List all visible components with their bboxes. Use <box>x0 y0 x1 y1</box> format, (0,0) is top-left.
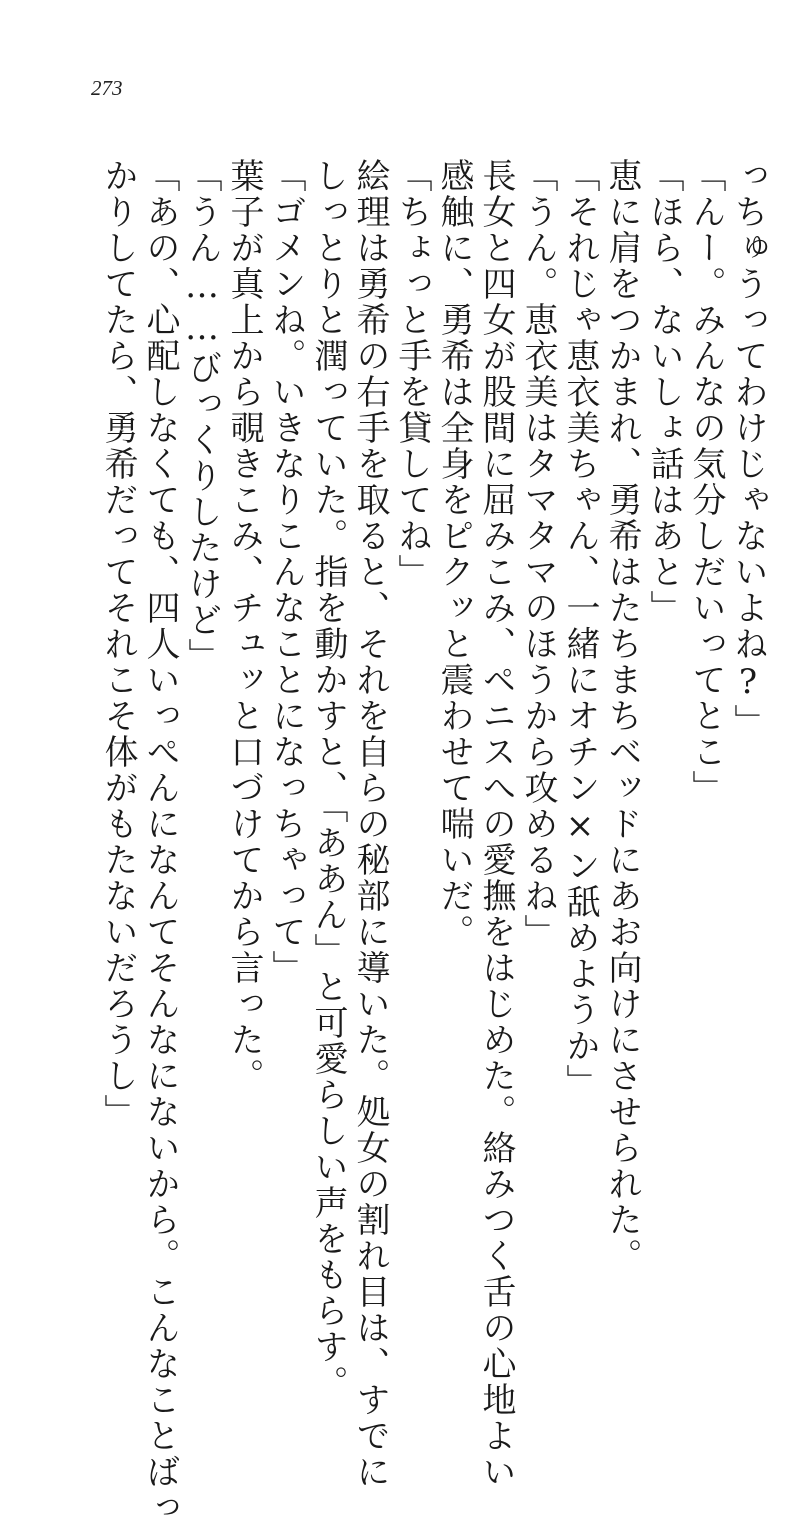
text-line: 「あの、心配しなくても、四人いっぺんになんてそんなにないから。こんなことばっ <box>140 158 180 1526</box>
text-line: 「それじゃ恵衣美ちゃん、一緒にオチン×ン舐めようか」 <box>560 158 600 1100</box>
body-text <box>97 158 769 1526</box>
text-line: 葉子が真上から覗きこみ、チュッと口づけてから言った。 <box>224 158 264 1094</box>
text-line: しっとりと潤っていた。指を動かすと、「ああん」と可愛らしい声をもらす。 <box>308 158 348 1401</box>
text-line: 「ゴメンね。いきなりこんなことになっちゃって」 <box>266 158 306 986</box>
page-number: 273 <box>91 76 123 100</box>
text-lines <box>97 158 769 1526</box>
text-line: 恵に肩をつかまれ、勇希はたちまちベッドにあお向けにさせられた。 <box>602 158 642 1274</box>
text-line: 絵理は勇希の右手を取ると、それを自らの秘部に導いた。処女の割れ目は、すでに <box>350 158 390 1490</box>
text-line: 「ちょっと手を貸してね」 <box>392 158 432 590</box>
text-line: 「うん……びっくりしたけど」 <box>182 158 222 674</box>
text-line: っちゅうってわけじゃないよね?」 <box>728 158 768 740</box>
text-line: 「うん。恵衣美はタマタマのほうから攻めるね」 <box>518 158 558 950</box>
text-line: 長女と四女が股間に屈みこみ、ペニスへの愛撫をはじめた。絡みつく舌の心地よい <box>476 158 516 1490</box>
text-line: かりしてたら、勇希だってそれこそ体がもたないだろうし」 <box>98 158 138 1130</box>
text-line: 感触に、勇希は全身をピクッと震わせて喘いだ。 <box>434 158 474 950</box>
text-line: 「ほら、ないしょ話はあと」 <box>644 158 684 626</box>
text-line: 「んー。みんなの気分しだいってとこ」 <box>686 158 726 806</box>
